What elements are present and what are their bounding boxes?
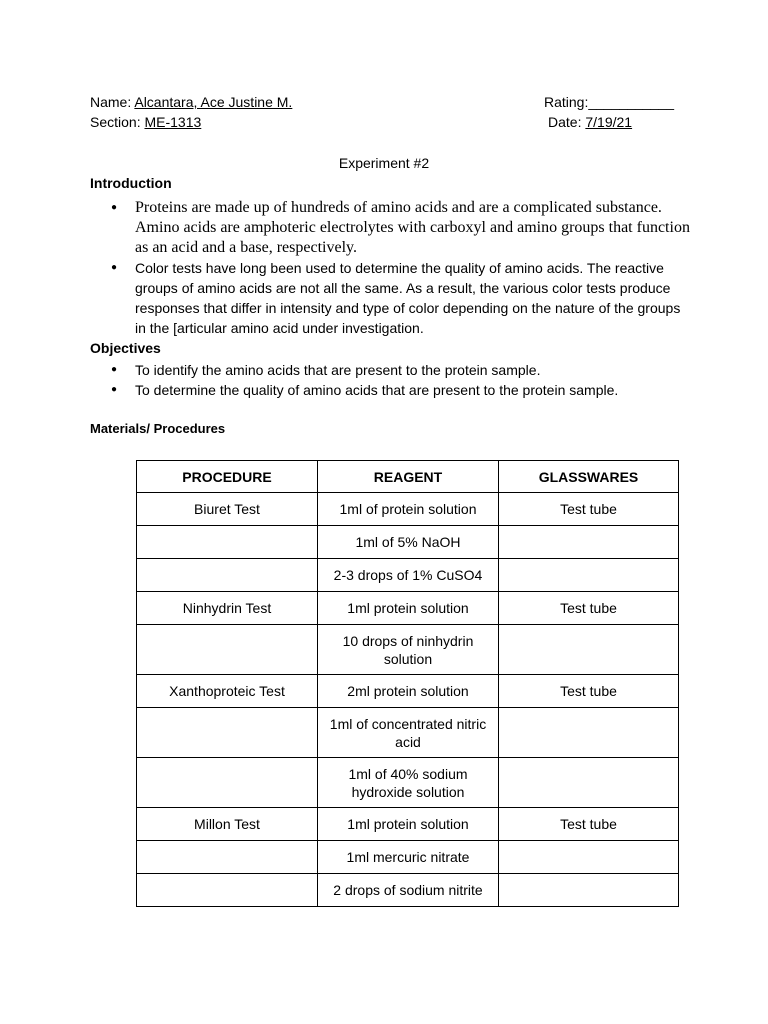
procedure-cell — [137, 758, 318, 808]
procedure-cell — [137, 559, 318, 592]
procedure-cell: Ninhydrin Test — [137, 592, 318, 625]
procedure-cell — [137, 708, 318, 758]
introduction-heading: Introduction — [90, 175, 172, 191]
page-title: Experiment #2 — [338, 155, 430, 171]
glassware-cell — [499, 841, 679, 874]
procedure-cell: Xanthoproteic Test — [137, 675, 318, 708]
section-line — [90, 113, 201, 131]
reagent-cell: 1ml protein solution — [318, 808, 499, 841]
table-row — [137, 625, 679, 675]
materials-heading: Materials/ Procedures — [90, 421, 226, 436]
column-header-glasswares: GLASSWARES — [499, 461, 679, 493]
column-header-procedure: PROCEDURE — [137, 461, 318, 493]
objectives-list — [90, 360, 690, 400]
glassware-cell: Test tube — [499, 592, 679, 625]
reagent-cell: 2 drops of sodium nitrite — [318, 874, 499, 907]
glassware-cell: Test tube — [499, 493, 679, 526]
glassware-cell — [499, 526, 679, 559]
glassware-cell: Test tube — [499, 808, 679, 841]
table-row — [137, 874, 679, 907]
procedure-cell: Millon Test — [137, 808, 318, 841]
table-row — [137, 841, 679, 874]
date-value: 7/19/21 — [585, 114, 633, 130]
procedure-cell — [137, 526, 318, 559]
glassware-cell: Test tube — [499, 675, 679, 708]
procedure-cell — [137, 625, 318, 675]
table-row — [137, 675, 679, 708]
procedure-cell — [137, 841, 318, 874]
reagent-cell: 1ml of 5% NaOH — [318, 526, 499, 559]
table-header-row — [137, 461, 679, 493]
glassware-cell — [499, 559, 679, 592]
materials-table — [136, 460, 679, 907]
procedure-cell — [137, 874, 318, 907]
objectives-bullet-1: ● To identify the amino acids that are present to the protein sample. — [90, 360, 690, 380]
table-row — [137, 526, 679, 559]
date-line — [548, 113, 632, 131]
reagent-cell: 1ml protein solution — [318, 592, 499, 625]
table-row — [137, 559, 679, 592]
reagent-cell: 1ml of 40% sodium hydroxide solution — [318, 758, 499, 808]
glassware-cell — [499, 758, 679, 808]
date-label: Date: — [548, 114, 586, 130]
introduction-bullet-1: ● Proteins are made up of hundreds of amino acids and are a complicated substance. Amino acids are amphoteric electrolytes with carboxyl and amino groups that function as an acid and a base, respectively. — [90, 198, 690, 258]
name-label: Name: — [90, 94, 135, 110]
reagent-cell: 1ml mercuric nitrate — [318, 841, 499, 874]
objectives-bullet-2: ● To determine the quality of amino acids that are present to the protein sample. — [90, 380, 690, 400]
procedure-cell: Biuret Test — [137, 493, 318, 526]
table-row — [137, 493, 679, 526]
glassware-cell — [499, 625, 679, 675]
column-header-reagent: REAGENT — [318, 461, 499, 493]
section-value: ME-1313 — [144, 114, 202, 130]
name-line — [90, 93, 292, 111]
table-row — [137, 592, 679, 625]
reagent-cell: 2-3 drops of 1% CuSO4 — [318, 559, 499, 592]
reagent-cell: 1ml of concentrated nitric acid — [318, 708, 499, 758]
rating-label: Rating: — [544, 94, 589, 110]
glassware-cell — [499, 874, 679, 907]
rating-value: ___________ — [588, 94, 675, 110]
reagent-cell: 10 drops of ninhydrin solution — [318, 625, 499, 675]
objectives-heading: Objectives — [90, 340, 161, 356]
glassware-cell — [499, 708, 679, 758]
name-value: Alcantara, Ace Justine M. — [134, 94, 293, 110]
section-label: Section: — [90, 114, 145, 130]
rating-line — [544, 93, 674, 111]
table-row — [137, 708, 679, 758]
table-row — [137, 758, 679, 808]
reagent-cell: 1ml of protein solution — [318, 493, 499, 526]
introduction-list — [90, 198, 690, 338]
introduction-bullet-2: ● Color tests have long been used to determine the quality of amino acids. The reactive groups of amino acids are not all the same. As a result, the various color tests produce responses that differ in intensity and type of color depending on the nature of the groups in the [articular amino acid under investigation. — [90, 258, 690, 338]
table-row — [137, 808, 679, 841]
reagent-cell: 2ml protein solution — [318, 675, 499, 708]
